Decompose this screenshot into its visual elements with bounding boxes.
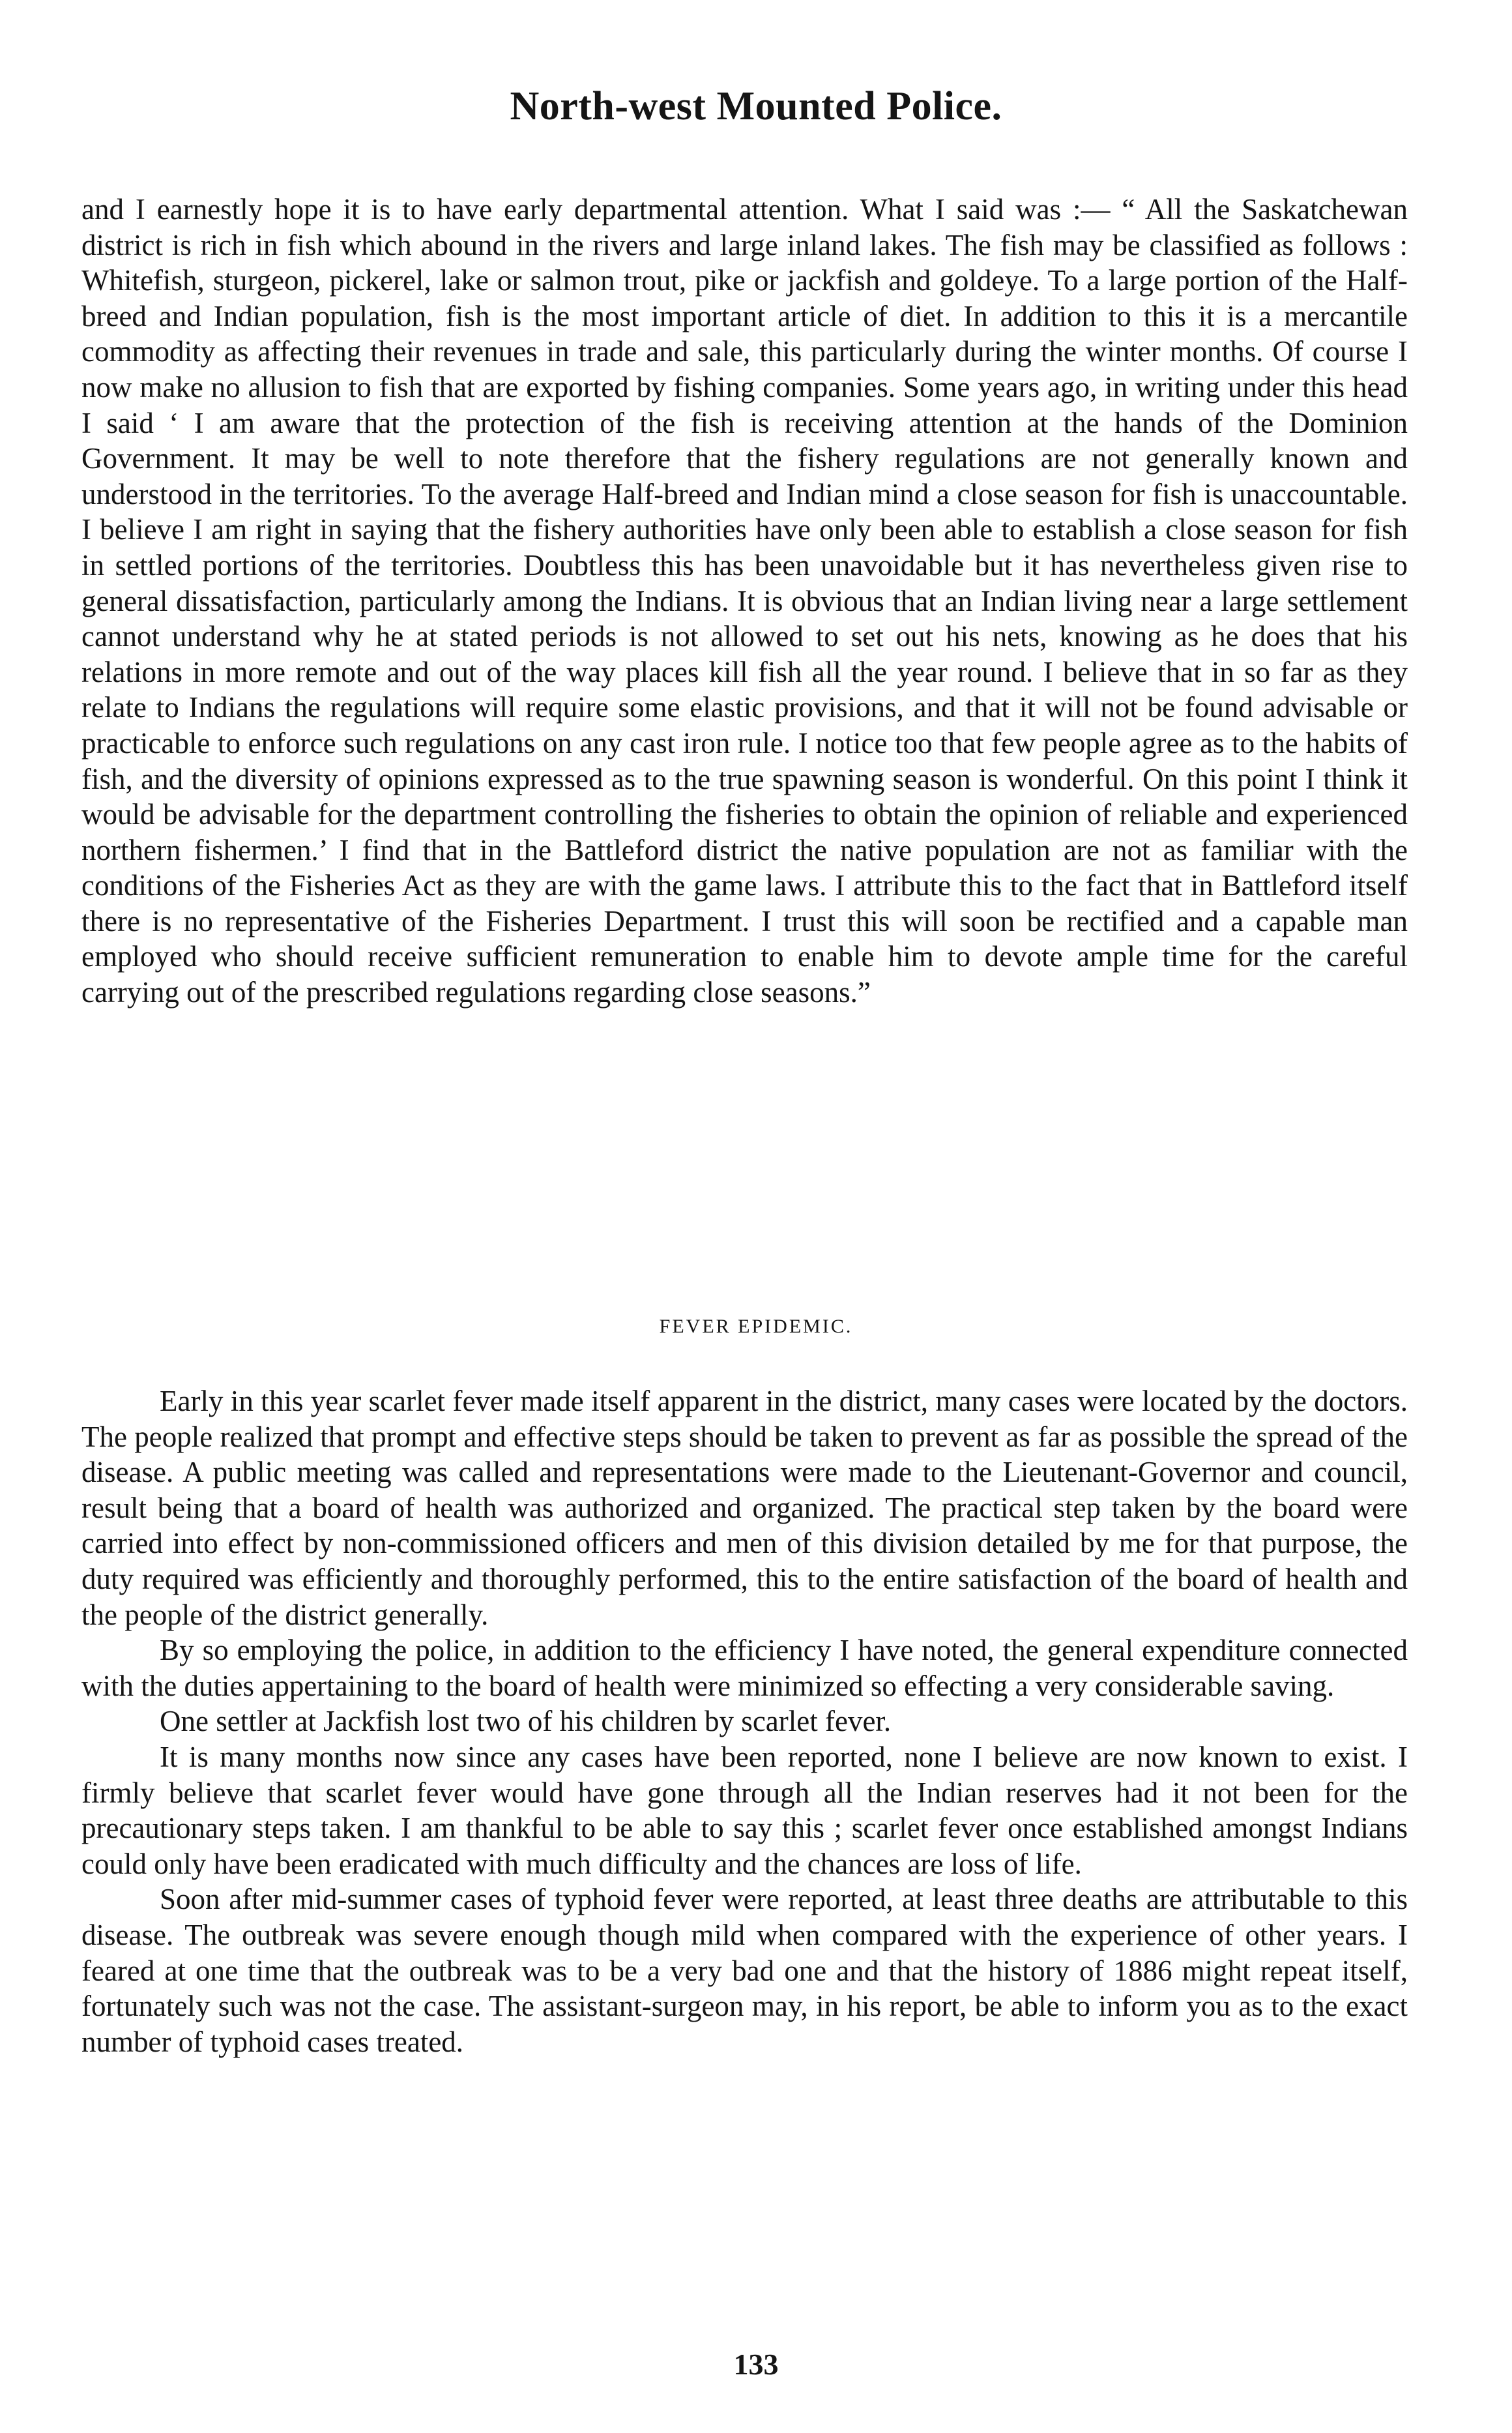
running-title: North-west Mounted Police.	[510, 84, 1002, 128]
paragraph: It is many months now since any cases have been reported, none I believe are now known to exist. I firmly believe that scarlet fever would have gone through all the Indian reserves had it not been for the precautionary steps taken. I am thankful to be able to say this ; scarlet fever once established amongst Indians could only have been eradicated with much difficulty and the chances are loss of life.	[81, 1740, 1408, 1880]
page-number: 133	[733, 2348, 779, 2381]
continued-paragraph: and I earnestly hope it is to have early departmental attention. What I said was :— “ All the Saskatchewan district is rich in fish which abound in the rivers and large inland lakes. The fish may be classified as follows : Whitefish, sturgeon, pickerel, lake or salmon trout, pike or jackfish and goldeye. To a large portion of the Half-breed and Indian population, fish is the most important article of diet. In addition to this it is a mercantile commodity as affecting their revenues in trade and sale, this particularly during the winter months. Of course I now make no allusion to fish that are exported by fishing companies. Some years ago, in writing under this head I said ‘ I am aware that the protection of the fish is receiving attention at the hands of the Dominion Government. It may be well to note therefore that the fishery regulations are not generally known and understood in the territories. To the average Half-breed and Indian mind a close season for fish is unaccountable. I believe I am right in saying that the fishery authorities have only been able to establish a close season for fish in settled portions of the territories. Doubtless this has been unavoidable but it has nevertheless given rise to general dissatisfaction, particularly among the Indians. It is obvious that an Indian living near a large settlement cannot understand why he at stated periods is not allowed to set out his nets, knowing as he does that his relations in more remote and out of the way places kill fish all the year round. I believe that in so far as they relate to Indians the regulations will require some elastic provisions, and that it will not be found advisable or practicable to enforce such regulations on any cast iron rule. I notice too that few people agree as to the habits of fish, and the diversity of opinions expressed as to the true spawning season is wonderful. On this point I think it would be advisable for the department controlling the fisheries to obtain the opinion of reliable and experienced northern fishermen.’ I find that in the Battleford district the native population are not as familiar with the conditions of the Fisheries Act as they are with the game laws. I attribute this to the fact that in Battleford itself there is no representative of the Fisheries Department. I trust this will soon be rectified and a capable man employed who should receive sufficient remuneration to enable him to devote ample time for the careful carrying out of the prescribed regulations regarding close seasons.”	[81, 193, 1408, 1009]
paragraph: Soon after mid-summer cases of typhoid fever were reported, at least three deaths are attributable to this disease. The outbreak was severe enough though mild when compared with the experience of other years. I feared at one time that the outbreak was to be a very bad one and that the history of 1886 might repeat itself, fortunately such was not the case. The assistant-surgeon may, in his report, be able to inform you as to the exact number of typhoid cases treated.	[81, 1883, 1408, 2058]
paragraph: Early in this year scarlet fever made itself apparent in the district, many cases were located by the doctors. The people realized that prompt and effective steps should be taken to prevent as far as possible the spread of the disease. A public meeting was called and representations were made to the Lieutenant-Governor and council, result being that a board of health was authorized and organized. The practical step taken by the board were carried into effect by non-commissioned officers and men of this division detailed by me for that purpose, the duty required was efficiently and thoroughly performed, this to the entire satisfaction of the board of health and the people of the district generally.	[81, 1385, 1408, 1631]
paragraph: One settler at Jackfish lost two of his children by scarlet fever.	[160, 1705, 892, 1738]
section-heading: FEVER EPIDEMIC.	[659, 1316, 853, 1337]
fever-epidemic-section	[81, 1383, 1408, 2059]
paragraph: By so employing the police, in addition to the efficiency I have noted, the general expenditure connected with the duties appertaining to the board of health were minimized so effecting a very considerable saving.	[81, 1634, 1408, 1702]
